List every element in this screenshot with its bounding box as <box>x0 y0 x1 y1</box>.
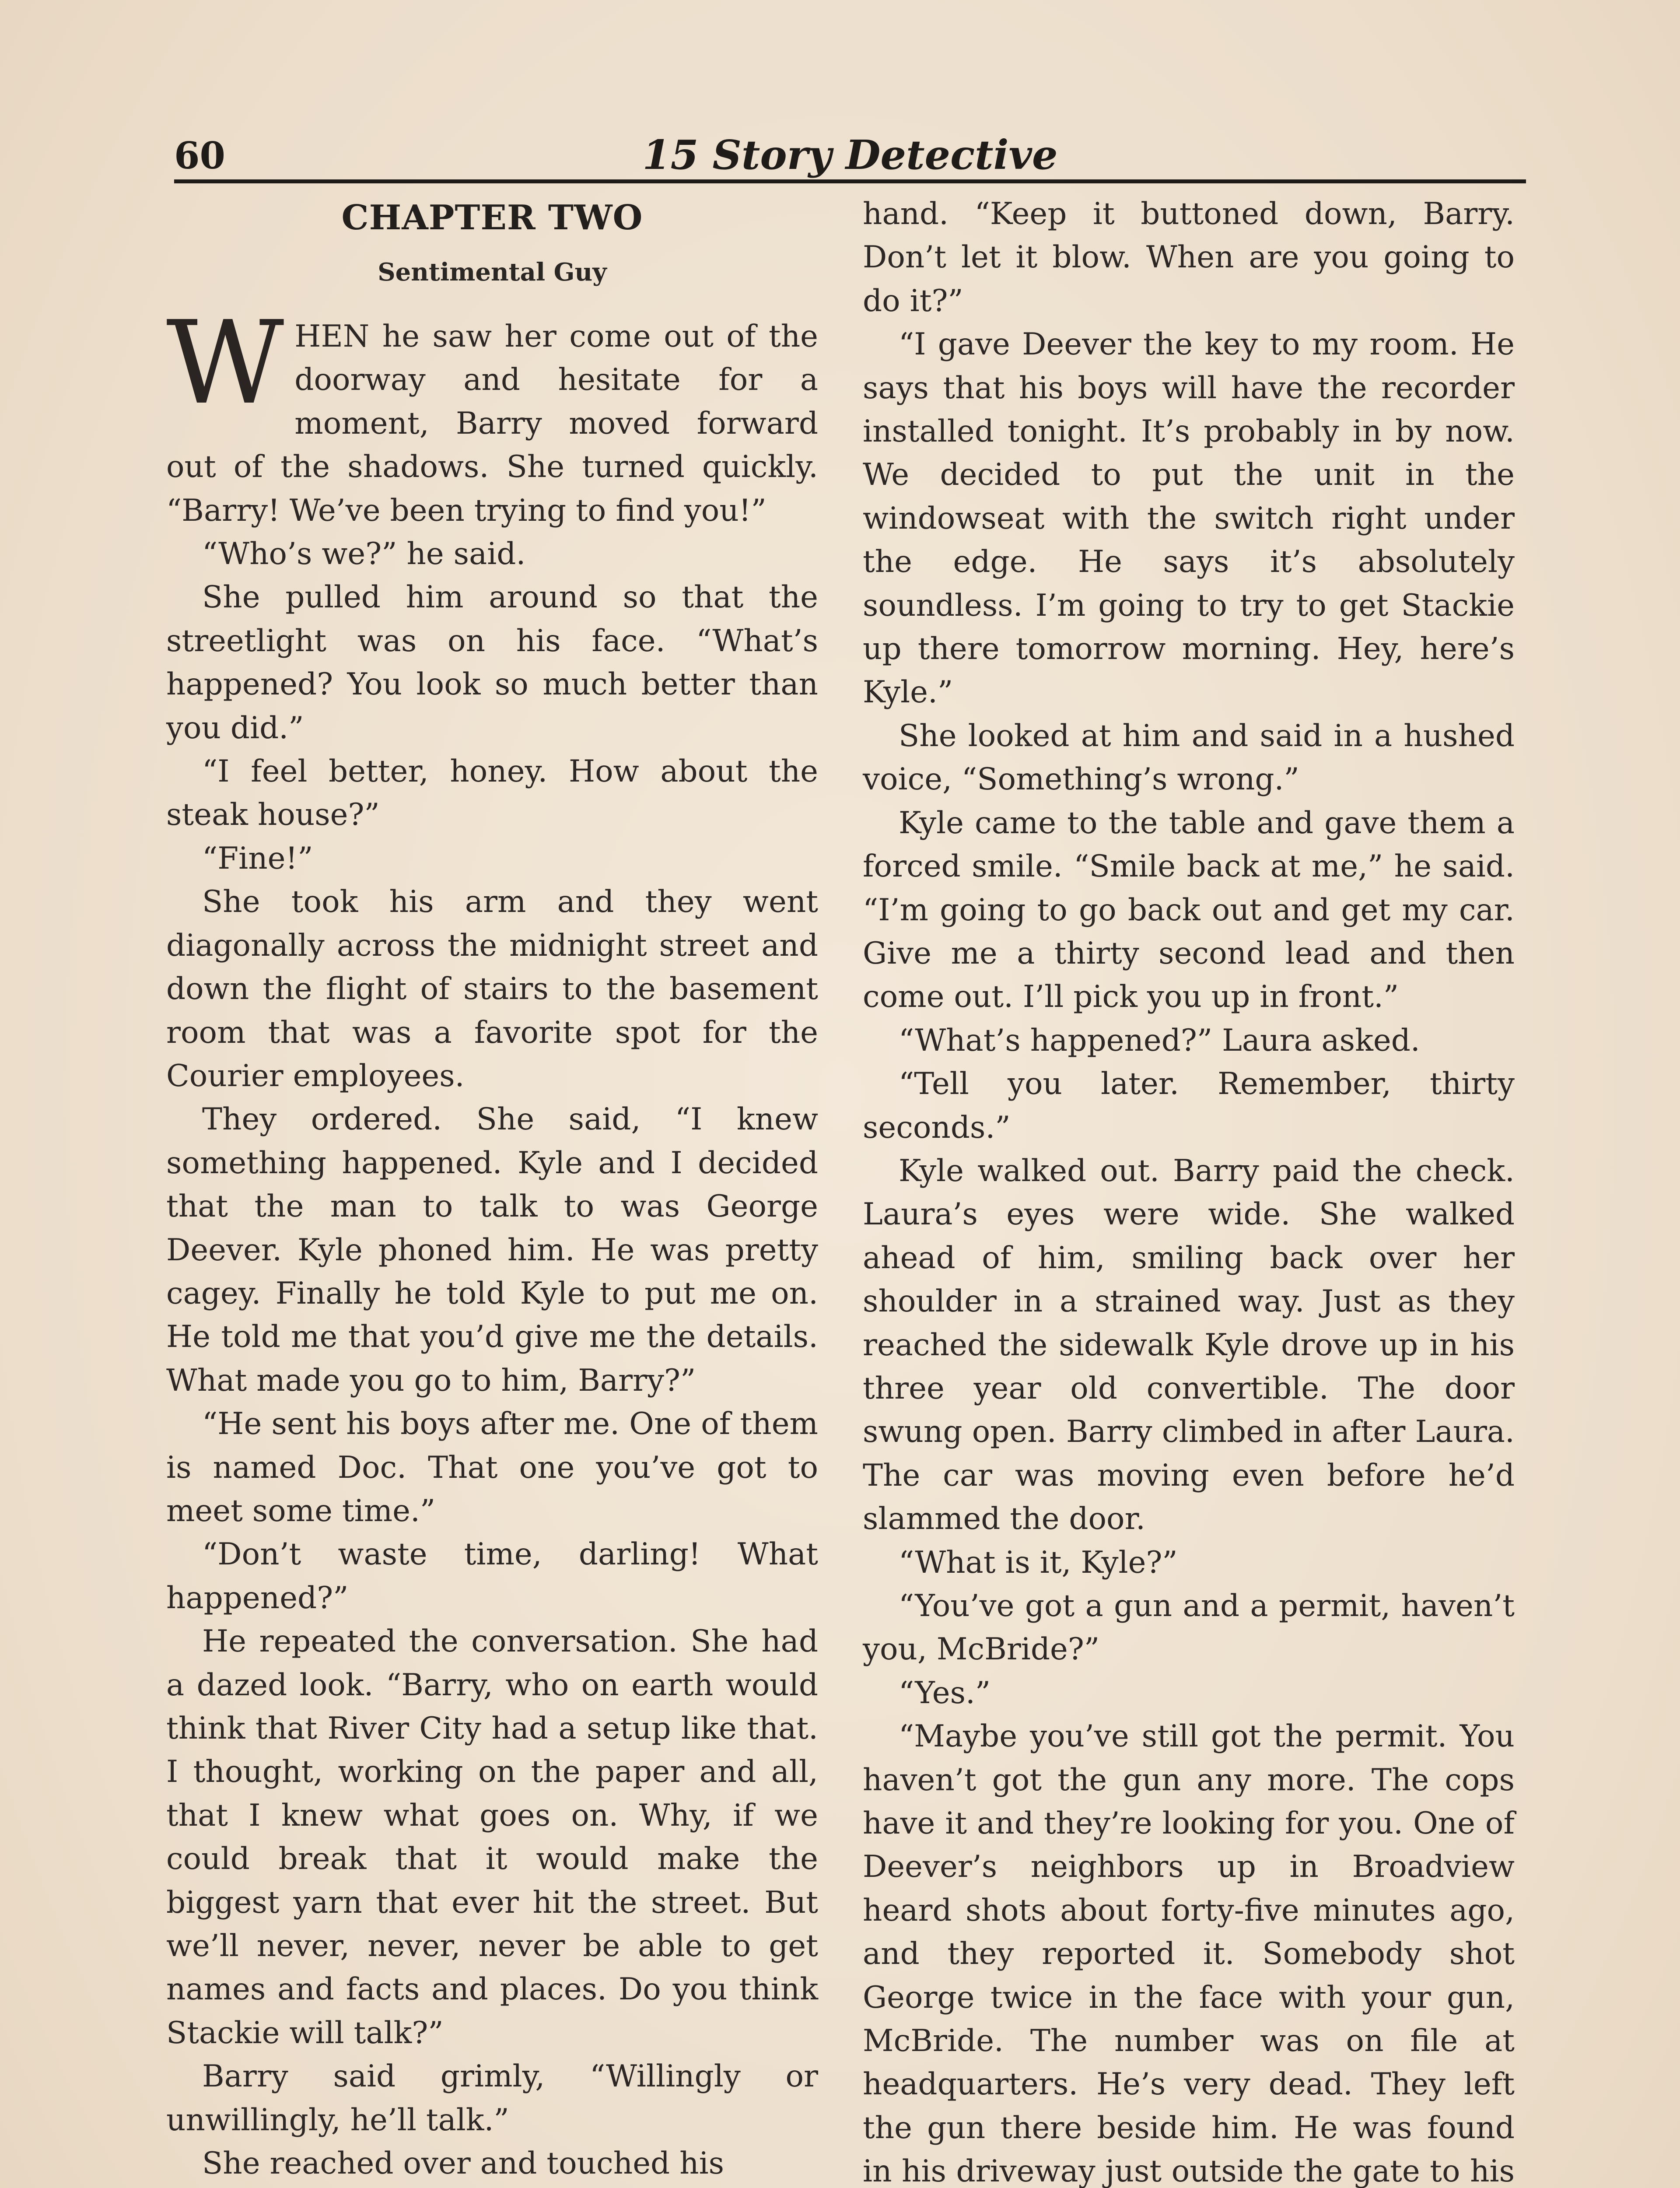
paragraph: Barry said grimly, “Willingly or unwillingly, he’ll talk.” <box>166 2059 818 2138</box>
paragraph: “Yes.” <box>899 1675 991 1711</box>
chapter-heading: CHAPTER TWO <box>341 198 643 238</box>
paragraph: “Maybe you’ve still got the permit. You haven’t got the gun any more. The cops have it and they’re looking for you. One of Deever’s neighbors up in Broadview heard shots about forty-five minutes ago, and they reported it. Somebody shot George twice in the face with your gun, McBride. The number was on file at headquarters. He’s very dead. They left the gun there beside him. He was found in his driveway just outside the gate to his <box>863 1719 1515 2188</box>
paragraph: He repeated the conversation. She had a dazed look. “Barry, who on earth would think that River City had a setup like that. I thought, working on the paper and all, that I knew what goes on. Why, if we could break that it would make the biggest yarn that ever hit the street. But we’ll never, never, never be able to get names and facts and places. Do you think Stackie will talk?” <box>166 1624 818 2051</box>
chapter-subtitle: Sentimental Guy <box>378 258 607 287</box>
paragraph: “I gave Deever the key to my room. He says that his boys will have the recorder installed tonight. It’s probably in by now. We decided to put the unit in the windowseat with the switch right under the edge. He says it’s absolutely soundless. I’m going to try to get Stackie up there tomorrow morning. Hey, here’s Kyle.” <box>863 327 1515 710</box>
paragraph: “Fine!” <box>202 841 313 876</box>
paragraph: She pulled him around so that the streetlight was on his face. “What’s happened? You look so much better than you did.” <box>166 580 818 746</box>
paragraph: “He sent his boys after me. One of them is named Doc. That one you’ve got to meet some time.” <box>166 1406 818 1529</box>
paragraph: She took his arm and they went diagonally across the midnight street and down the flight of stairs to the basement room that was a favorite spot for the Courier employees. <box>166 884 818 1094</box>
paragraph: “Who’s we?” he said. <box>202 536 526 572</box>
paragraph: “I feel better, honey. How about the steak house?” <box>166 754 818 833</box>
paragraph: “What is it, Kyle?” <box>899 1545 1178 1580</box>
opening-paragraph-text: HEN he saw her come out of the doorway and hesitate for a moment, Barry moved forward out of the shadows. She turned quickly. “Barry! We’ve been trying to find you!” <box>166 319 818 528</box>
paragraph: “Don’t waste time, darling! What happened?” <box>166 1537 818 1616</box>
paragraph: Kyle came to the table and gave them a forced smile. “Smile back at me,” he said. “I’m going to go back out and get my car. Give me a thirty second lead and then come out. I’ll pick you up in front.” <box>863 805 1515 1015</box>
right-column <box>863 193 1515 2188</box>
paragraph: She reached over and touched his <box>202 2146 724 2181</box>
paragraph: She looked at him and said in a hushed voice, “Something’s wrong.” <box>863 718 1515 797</box>
left-column <box>166 193 818 2185</box>
magazine-title: 15 Story Detective <box>642 131 1058 179</box>
paragraph: “What’s happened?” Laura asked. <box>899 1023 1420 1058</box>
paragraph: Kyle walked out. Barry paid the check. Laura’s eyes were wide. She walked ahead of him, smiling back over her shoulder in a strained way. Just as they reached the sidewalk Kyle drove up in his three year old convertible. The door swung open. Barry climbed in after Laura. The car was moving even before he’d slammed the door. <box>863 1153 1515 1537</box>
paragraph: They ordered. She said, “I knew something happened. Kyle and I decided that the man to talk to was George Deever. Kyle phoned him. He was pretty cagey. Finally he told Kyle to put me on. He told me that you’d give me the details. What made you go to him, Barry?” <box>166 1102 818 1398</box>
paragraph-continuation: hand. “Keep it buttoned down, Barry. Don’t let it blow. When are you going to do it?” <box>863 196 1515 319</box>
page-number: 60 <box>174 134 225 177</box>
page-header <box>174 131 1526 183</box>
paragraph: “Tell you later. Remember, thirty seconds.” <box>863 1066 1515 1145</box>
paragraph: “You’ve got a gun and a permit, haven’t you, McBride?” <box>863 1588 1515 1667</box>
drop-cap: W <box>166 296 284 430</box>
opening-paragraph <box>166 296 818 533</box>
